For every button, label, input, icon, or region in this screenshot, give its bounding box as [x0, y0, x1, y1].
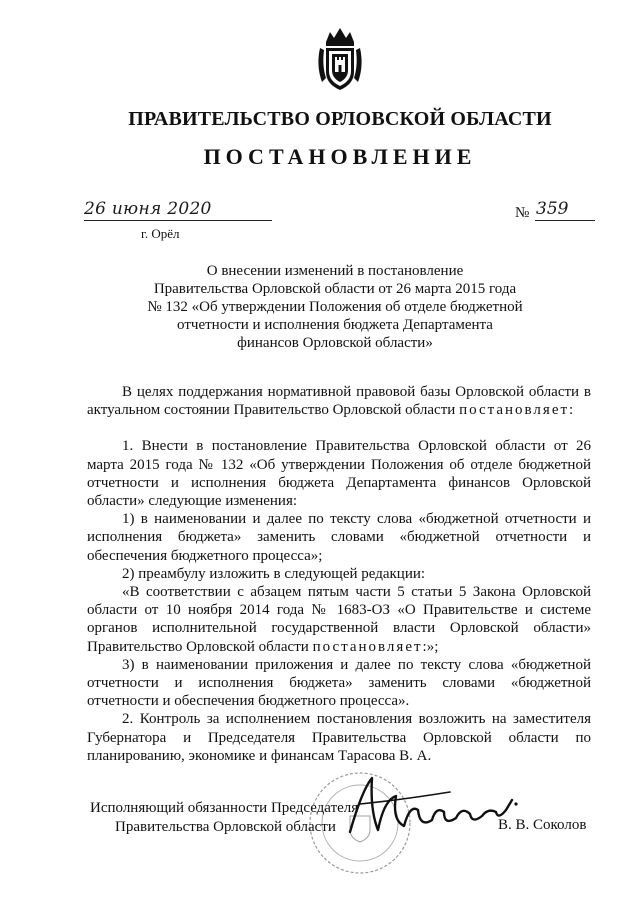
signatory-position: [90, 799, 358, 836]
number-underline: [535, 220, 595, 221]
document-date: 26 июня 2020: [84, 199, 212, 219]
preamble-text: В целях поддержания нормативной правовой базы Орловской области в актуальном состоянии Правительство Орловской области: [87, 384, 591, 419]
government-title: ПРАВИТЕЛЬСТВО ОРЛОВСКОЙ ОБЛАСТИ: [128, 108, 552, 130]
quote-end: :»;: [422, 638, 439, 655]
quote-keyword: постановляет: [312, 638, 423, 655]
document-type-title: ПОСТАНОВЛЕНИЕ: [203, 144, 477, 169]
subject-line: О внесении изменений в постановление: [206, 263, 464, 279]
preamble-paragraph: [87, 383, 591, 419]
subitem-1-paragraph: 1) в наименовании и далее по тексту слова «бюджетной отчетности и исполнения бюджета» заменить словами «бюджетной отчетности и обеспечения бюджетного процесса»;: [87, 511, 591, 564]
signatory-name: В. В. Соколов: [498, 817, 587, 833]
preamble-end: :: [569, 402, 574, 419]
signatory-position-line: Исполняющий обязанности Председателя: [90, 800, 359, 816]
document-body: [87, 383, 591, 765]
document-number: 359: [536, 199, 569, 219]
subject-line: финансов Орловской области»: [237, 335, 433, 351]
subitem-3-paragraph: 3) в наименовании приложения и далее по тексту слова «бюджетной отчетности и исполнения бюджета» заменить словами «бюджетной отчетности и обеспечения бюджетного процесса».: [87, 656, 591, 710]
quote-text: «В соответствии с абзацем пятым части 5 статьи 5 Закона Орловской области от 10 ноября 2014 года № 1683-ОЗ «О Правительстве и системе органов исполнительной государственной власти Орловской области» Правительство Орловской области: [87, 584, 591, 655]
subject-line: отчетности и исполнения бюджета Департамента: [177, 317, 493, 333]
item-2-paragraph: 2. Контроль за исполнением постановления возложить на заместителя Губернатора и Председателя Правительства Орловской области по планированию, экономике и финансам Тарасова В. А.: [87, 711, 591, 764]
handwritten-signature: [340, 770, 520, 840]
coat-of-arms-icon: [316, 26, 364, 92]
subject-line: Правительства Орловской области от 26 марта 2015 года: [153, 281, 517, 297]
document-subject: [120, 262, 550, 352]
quoted-preamble-paragraph: [87, 583, 591, 656]
date-underline: [84, 220, 272, 221]
document-city: г. Орёл: [141, 226, 180, 241]
subject-line: № 132 «Об утверждении Положения об отделе бюджетной: [147, 299, 523, 315]
signatory-position-line: Правительства Орловской области: [115, 818, 336, 835]
document-number-label: №: [515, 205, 530, 221]
item-1-paragraph: 1. Внести в постановление Правительства Орловской области от 26 марта 2015 года № 132 «Об утверждении Положения об отделе бюджетной отчетности и исполнения бюджета Департамента финансов Орловской области» следующие изменения:: [87, 438, 591, 510]
subitem-2-paragraph: 2) преамбулу изложить в следующей редакции:: [122, 565, 426, 582]
preamble-keyword: постановляет: [459, 402, 570, 419]
